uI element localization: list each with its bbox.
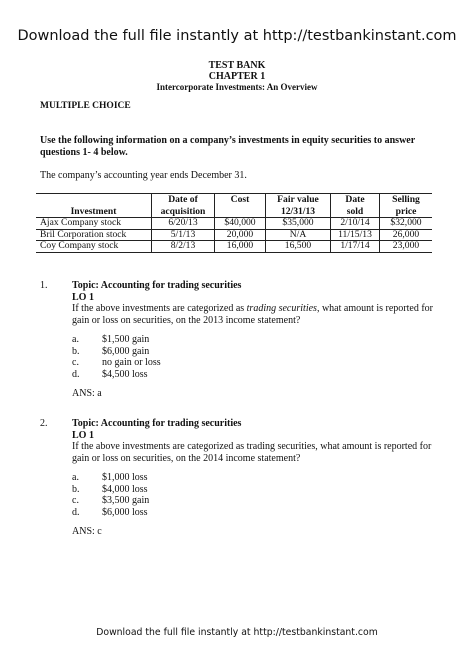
table-cell: Coy Company stock <box>36 241 152 253</box>
option-text: $1,500 gain <box>102 334 150 345</box>
table-cell: $40,000 <box>215 218 266 230</box>
answer-options <box>72 472 442 518</box>
col-header: price <box>380 206 433 218</box>
option-label: a. <box>72 472 79 483</box>
option-label: b. <box>72 483 80 495</box>
answer-option <box>72 357 442 369</box>
investments-table <box>36 193 432 253</box>
question-body <box>72 418 442 538</box>
answer-option <box>72 484 442 496</box>
download-footer[interactable]: Download the full file instantly at http://testbankinstant.com <box>96 627 378 638</box>
table-cell: N/A <box>266 229 331 241</box>
table-row <box>36 241 432 253</box>
learning-objective: LO 1 <box>72 429 94 441</box>
intro-text: Use the following information on a company’s investments in equity securities to answer questions 1- 4 below. <box>40 135 415 158</box>
question-text-part: If the above investments are categorized as <box>72 303 247 314</box>
question-text-italic: trading securities <box>246 303 317 314</box>
section-title: MULTIPLE CHOICE <box>40 101 131 111</box>
option-label: c. <box>72 357 79 368</box>
answer-option <box>72 495 442 507</box>
table-cell: 26,000 <box>380 229 433 241</box>
table-header-row <box>36 206 432 218</box>
chapter-subtitle: Intercorporate Investments: An Overview <box>156 82 318 92</box>
table-cell: Ajax Company stock <box>36 218 152 230</box>
col-header: sold <box>331 206 380 218</box>
year-end-text: The company’s accounting year ends December 31. <box>40 170 247 181</box>
question-text-part: , what amount is reported for gain or loss on securities, on the 2013 income statement? <box>72 303 434 326</box>
answer-option <box>72 472 442 484</box>
table-header-row <box>36 194 432 206</box>
col-header: Investment <box>36 206 152 218</box>
col-header: Date of <box>152 194 215 206</box>
table-cell: 5/1/13 <box>152 229 215 241</box>
option-label: b. <box>72 345 80 357</box>
table-cell: Bril Corporation stock <box>36 229 152 241</box>
answer-key: ANS: a <box>72 388 102 399</box>
answer-option <box>72 507 442 519</box>
col-header: Date <box>331 194 380 206</box>
option-text: $4,500 loss <box>102 368 148 380</box>
table-cell: 6/20/13 <box>152 218 215 230</box>
option-text: $6,000 loss <box>102 506 148 518</box>
table-cell: 1/17/14 <box>331 241 380 253</box>
table-cell: 16,500 <box>266 241 331 253</box>
answer-option <box>72 346 442 358</box>
table-cell: $35,000 <box>266 218 331 230</box>
option-label: d. <box>72 368 80 380</box>
doc-title: TEST BANK <box>208 60 266 71</box>
table-cell: 11/15/13 <box>331 229 380 241</box>
question-topic: Topic: Accounting for trading securities <box>72 418 242 429</box>
answer-options <box>72 334 442 380</box>
col-header <box>36 194 152 206</box>
question-text <box>72 441 442 464</box>
chapter-title: CHAPTER 1 <box>208 71 266 82</box>
question-text <box>72 303 442 326</box>
question-body <box>72 280 442 400</box>
option-text: $1,000 loss <box>102 472 148 483</box>
option-text: no gain or loss <box>102 357 161 368</box>
answer-option <box>72 369 442 381</box>
answer-key: ANS: c <box>72 526 102 537</box>
table-cell: 16,000 <box>215 241 266 253</box>
option-label: d. <box>72 506 80 518</box>
col-header: Cost <box>215 194 266 206</box>
option-label: c. <box>72 495 79 506</box>
table-cell: 20,000 <box>215 229 266 241</box>
download-banner[interactable]: Download the full file instantly at http://testbankinstant.com <box>17 28 457 44</box>
option-text: $4,000 loss <box>102 483 148 495</box>
table-row <box>36 218 432 230</box>
table-cell: 23,000 <box>380 241 433 253</box>
answer-option <box>72 334 442 346</box>
col-header: Fair value <box>266 194 331 206</box>
table-row <box>36 229 432 241</box>
option-label: a. <box>72 334 79 345</box>
option-text: $6,000 gain <box>102 345 150 357</box>
col-header: Selling <box>380 194 433 206</box>
table-cell: 8/2/13 <box>152 241 215 253</box>
question-text-part: If the above investments are categorized as trading securities, what amount is reported for gain or loss on securities, on the 2014 income statement? <box>72 441 432 464</box>
question-topic: Topic: Accounting for trading securities <box>72 280 242 291</box>
option-text: $3,500 gain <box>102 495 150 506</box>
question-number: 2. <box>40 418 48 429</box>
question-number: 1. <box>40 280 48 291</box>
col-header: acquisition <box>152 206 215 218</box>
learning-objective: LO 1 <box>72 291 94 303</box>
col-header: 12/31/13 <box>266 206 331 218</box>
table-cell: 2/10/14 <box>331 218 380 230</box>
table-cell: $32,000 <box>380 218 433 230</box>
col-header <box>215 206 266 218</box>
